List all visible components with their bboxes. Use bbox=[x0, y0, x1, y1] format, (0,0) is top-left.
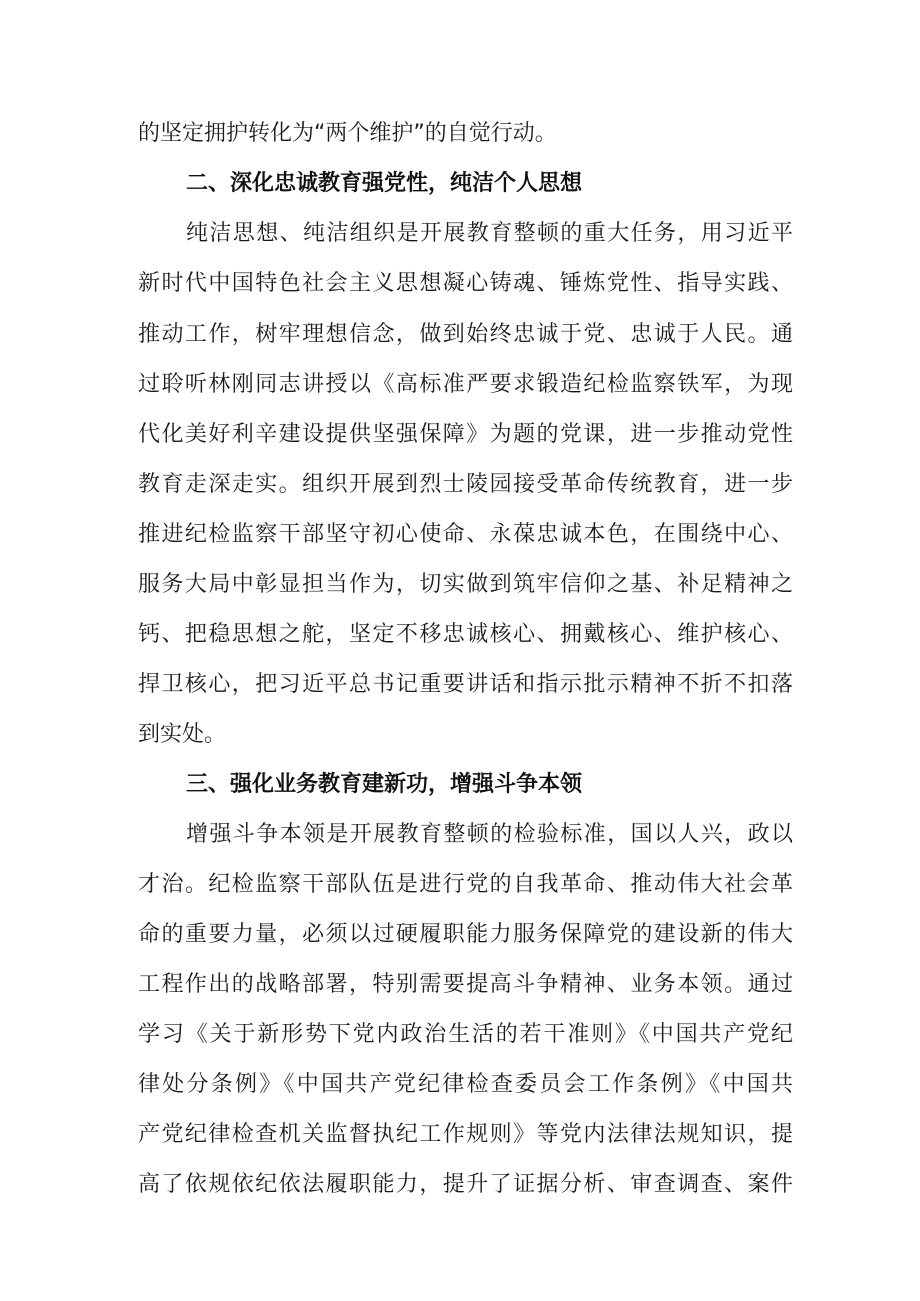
paragraph-line: 增强斗争本领是开展教育整顿的检验标准，国以人兴，政以 bbox=[186, 822, 793, 847]
paragraph-line: 的坚定拥护转化为“两个维护”的自觉行动。 bbox=[138, 121, 557, 146]
paragraph-line: 产党纪律检查机关监督执纪工作规则》等党内法律法规知识，提 bbox=[138, 1122, 793, 1147]
paragraph-line: 新时代中国特色社会主义思想凝心铸魂、锤炼党性、指导实践、 bbox=[138, 271, 793, 296]
paragraph-line: 代化美好利辛建设提供坚强保障》为题的党课，进一步推动党性 bbox=[138, 422, 793, 447]
paragraph-line: 推进纪检监察干部坚守初心使命、永葆忠诚本色，在围绕中心、 bbox=[138, 522, 793, 547]
paragraph-line: 学习《关于新形势下党内政治生活的若干准则》《中国共产党纪 bbox=[138, 1022, 793, 1047]
paragraph-line: 捍卫核心，把习近平总书记重要讲话和指示批示精神不折不扣落 bbox=[138, 672, 793, 697]
paragraph-line: 命的重要力量，必须以过硬履职能力服务保障党的建设新的伟大 bbox=[138, 922, 793, 947]
paragraph-line: 才治。纪检监察干部队伍是进行党的自我革命、推动伟大社会革 bbox=[138, 872, 793, 897]
paragraph-line: 推动工作，树牢理想信念，做到始终忠诚于党、忠诚于人民。通 bbox=[138, 322, 793, 347]
paragraph-line: 服务大局中彰显担当作为，切实做到筑牢信仰之基、补足精神之 bbox=[138, 572, 793, 597]
paragraph-line: 工程作出的战略部署，特别需要提高斗争精神、业务本领。通过 bbox=[138, 972, 793, 997]
paragraph-line: 钙、把稳思想之舵，坚定不移忠诚核心、拥戴核心、维护核心、 bbox=[138, 622, 793, 647]
paragraph-line: 律处分条例》《中国共产党纪律检查委员会工作条例》《中国共 bbox=[138, 1072, 793, 1097]
section-heading-3: 三、强化业务教育建新功，增强斗争本领 bbox=[186, 772, 583, 797]
paragraph-line: 教育走深走实。组织开展到烈士陵园接受革命传统教育，进一步 bbox=[138, 472, 793, 497]
paragraph-line: 过聆听林刚同志讲授以《高标准严要求锻造纪检监察铁军，为现 bbox=[138, 372, 793, 397]
section-heading-2: 二、深化忠诚教育强党性，纯洁个人思想 bbox=[186, 171, 583, 196]
paragraph-line: 高了依规依纪依法履职能力，提升了证据分析、审查调查、案件 bbox=[138, 1172, 793, 1197]
paragraph-line: 纯洁思想、纯洁组织是开展教育整顿的重大任务，用习近平 bbox=[186, 221, 793, 246]
paragraph-line: 到实处。 bbox=[138, 722, 227, 747]
